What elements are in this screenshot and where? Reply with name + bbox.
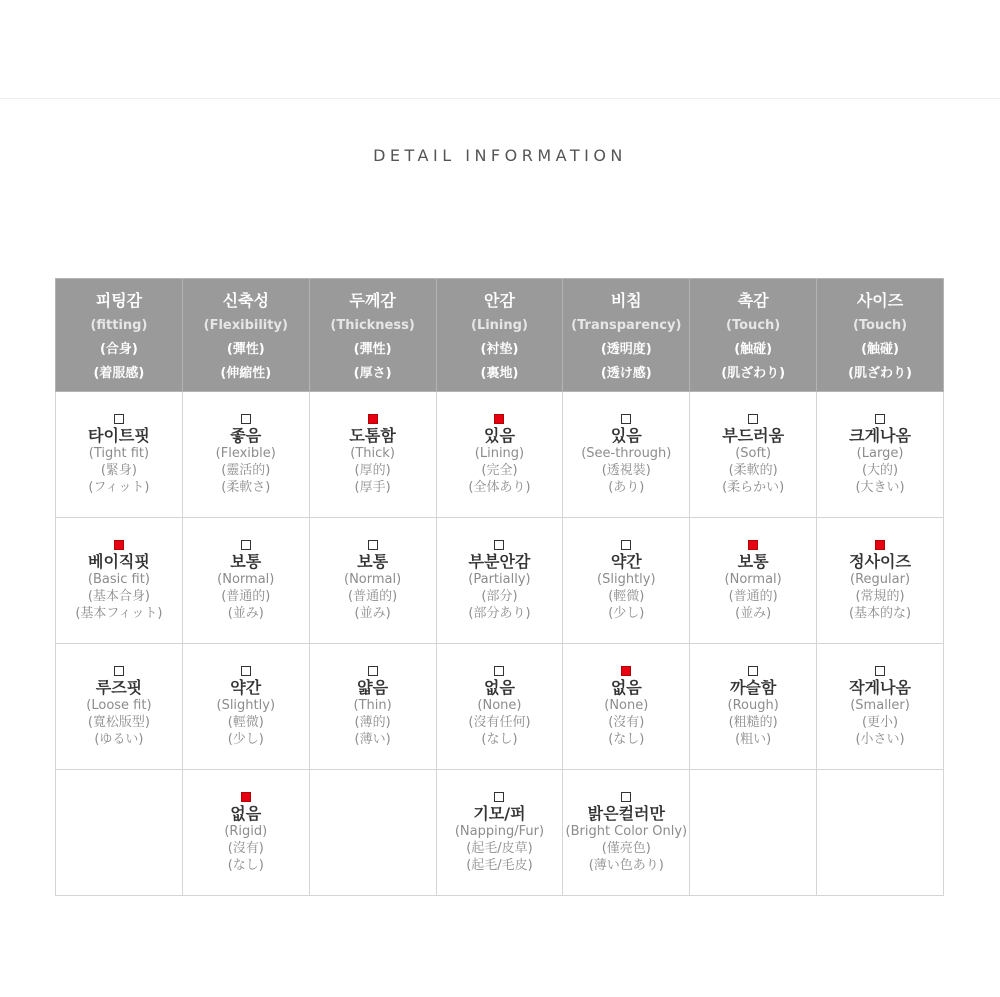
option-label-en: (Tight fit) <box>88 445 150 461</box>
option-label-ko: 보통 <box>230 551 262 571</box>
option-item <box>56 414 182 496</box>
option-label-jp: (全体あり) <box>468 479 531 495</box>
option-label-ko: 약간 <box>610 551 642 571</box>
option-cell <box>563 518 690 644</box>
option-label-jp: (なし) <box>481 731 518 747</box>
column-header <box>182 279 309 392</box>
column-title-en: (Transparency) <box>571 318 682 333</box>
option-label-cn: (普通的) <box>348 588 398 604</box>
option-item <box>183 792 309 874</box>
column-title-jp: (透け感) <box>600 366 652 381</box>
option-item <box>817 666 943 748</box>
option-item <box>690 414 816 496</box>
column-title-cn: (衬垫) <box>480 342 519 357</box>
option-item <box>183 414 309 496</box>
option-label-jp: (なし) <box>608 731 645 747</box>
option-cell <box>436 518 563 644</box>
table-row <box>56 392 944 518</box>
option-label-cn: (輕微) <box>227 714 264 730</box>
option-label-en: (Thin) <box>353 697 392 713</box>
option-item <box>310 540 436 622</box>
option-cell <box>563 644 690 770</box>
option-label-ko: 기모/퍼 <box>473 803 526 823</box>
option-label-cn: (靈活的) <box>221 462 271 478</box>
option-label-en: (Loose fit) <box>86 697 152 713</box>
option-item <box>183 666 309 748</box>
option-label-cn: (完全) <box>481 462 518 478</box>
option-cell <box>56 392 183 518</box>
option-label-ko: 부드러움 <box>722 425 785 445</box>
option-label-en: (Thick) <box>350 445 395 461</box>
option-item <box>563 414 689 496</box>
option-label-ko: 보통 <box>737 551 769 571</box>
option-label-cn: (沒有) <box>608 714 645 730</box>
checkbox-empty-icon <box>875 414 885 424</box>
option-label-ko: 베이직핏 <box>88 551 150 571</box>
column-title-cn: (彈性) <box>353 342 392 357</box>
option-label-en: (Slightly) <box>216 697 276 713</box>
checkbox-empty-icon <box>748 666 758 676</box>
option-cell <box>563 392 690 518</box>
option-label-cn: (大的) <box>861 462 899 478</box>
option-label-en: (Large) <box>856 445 904 461</box>
checkbox-checked-icon <box>114 540 124 550</box>
option-cell <box>690 644 817 770</box>
option-label-cn: (普通的) <box>221 588 271 604</box>
option-label-en: (Regular) <box>850 571 911 587</box>
option-label-cn: (寬松版型) <box>87 714 150 730</box>
option-label-cn: (緊身) <box>100 462 137 478</box>
option-item <box>437 414 563 496</box>
option-label-ko: 정사이즈 <box>849 551 911 571</box>
column-title-en: (fitting) <box>90 318 148 333</box>
option-cell <box>309 518 436 644</box>
option-item <box>563 792 689 874</box>
checkbox-empty-icon <box>368 666 378 676</box>
checkbox-checked-icon <box>875 540 885 550</box>
option-item <box>690 540 816 622</box>
checkbox-empty-icon <box>114 414 124 424</box>
checkbox-checked-icon <box>748 540 758 550</box>
option-label-ko: 없음 <box>610 677 642 697</box>
option-cell <box>436 644 563 770</box>
column-title-cn: (彈性) <box>226 342 265 357</box>
table-row <box>56 644 944 770</box>
option-label-jp: (大きい) <box>855 479 905 495</box>
option-label-cn: (起毛/皮草) <box>466 840 533 856</box>
option-cell <box>182 518 309 644</box>
option-cell <box>563 770 690 896</box>
option-label-en: (Normal) <box>344 571 402 587</box>
option-label-ko: 약간 <box>230 677 262 697</box>
option-label-ko: 작게나옴 <box>849 677 911 697</box>
option-label-en: (Slightly) <box>597 571 656 587</box>
option-label-jp: (厚手) <box>354 479 391 495</box>
option-item <box>817 414 943 496</box>
option-label-jp: (フィット) <box>88 479 150 495</box>
option-cell <box>690 518 817 644</box>
column-title-ko: 안감 <box>483 291 515 310</box>
option-cell <box>182 770 309 896</box>
option-label-ko: 까슬함 <box>729 677 777 697</box>
table-row <box>56 770 944 896</box>
option-cell <box>690 392 817 518</box>
checkbox-empty-icon <box>748 414 758 424</box>
option-label-jp: (少し) <box>608 605 645 621</box>
option-label-en: (See-through) <box>581 445 672 461</box>
column-title-en: (Thickness) <box>330 318 415 333</box>
option-label-en: (Soft) <box>735 445 772 461</box>
checkbox-empty-icon <box>241 414 251 424</box>
checkbox-empty-icon <box>494 792 504 802</box>
option-label-cn: (部分) <box>481 588 518 604</box>
option-label-cn: (更小) <box>861 714 899 730</box>
column-header <box>436 279 563 392</box>
option-item <box>310 414 436 496</box>
option-cell <box>436 392 563 518</box>
column-title-jp: (肌ざわり) <box>848 366 912 381</box>
option-item <box>56 666 182 748</box>
section-heading: DETAIL INFORMATION <box>373 146 627 165</box>
checkbox-empty-icon <box>494 666 504 676</box>
option-label-jp: (並み) <box>227 605 264 621</box>
option-label-jp: (薄い色あり) <box>588 857 664 873</box>
column-title-jp: (裏地) <box>480 366 519 381</box>
option-cell <box>182 644 309 770</box>
option-label-jp: (ゆるい) <box>94 731 144 747</box>
empty-cell <box>56 770 183 896</box>
column-title-cn: (合身) <box>99 342 138 357</box>
column-title-cn: (透明度) <box>600 342 652 357</box>
column-title-jp: (伸縮性) <box>220 366 272 381</box>
option-label-ko: 없음 <box>230 803 262 823</box>
column-title-en: (Lining) <box>471 318 528 333</box>
column-title-ko: 두께감 <box>349 291 396 310</box>
option-label-cn: (僅亮色) <box>601 840 651 856</box>
option-item <box>690 666 816 748</box>
checkbox-empty-icon <box>621 792 631 802</box>
option-label-cn: (沒有) <box>227 840 264 856</box>
option-label-en: (Normal) <box>724 571 782 587</box>
checkbox-empty-icon <box>241 540 251 550</box>
checkbox-empty-icon <box>241 666 251 676</box>
option-label-ko: 보통 <box>357 551 389 571</box>
column-title-ko: 비침 <box>610 291 642 310</box>
option-label-jp: (基本的な) <box>848 605 912 621</box>
option-item <box>437 792 563 874</box>
option-item <box>56 540 182 622</box>
checkbox-checked-icon <box>368 414 378 424</box>
option-label-cn: (基本合身) <box>87 588 150 604</box>
option-label-en: (Bright Color Only) <box>565 823 688 839</box>
option-label-jp: (薄い) <box>354 731 391 747</box>
option-item <box>563 666 689 748</box>
option-label-jp: (並み) <box>735 605 772 621</box>
option-cell <box>56 644 183 770</box>
option-label-cn: (常規的) <box>855 588 905 604</box>
option-cell <box>817 518 944 644</box>
option-label-en: (Flexible) <box>215 445 276 461</box>
checkbox-checked-icon <box>494 414 504 424</box>
option-item <box>437 666 563 748</box>
checkbox-empty-icon <box>621 414 631 424</box>
option-label-jp: (あり) <box>608 479 645 495</box>
detail-info-table <box>55 278 944 896</box>
option-label-ko: 없음 <box>483 677 515 697</box>
option-label-jp: (起毛/毛皮) <box>466 857 533 873</box>
column-title-en: (Flexibility) <box>203 318 288 333</box>
option-label-cn: (厚的) <box>354 462 391 478</box>
option-label-cn: (輕微) <box>608 588 645 604</box>
option-label-en: (None) <box>477 697 522 713</box>
option-label-ko: 타이트핏 <box>88 425 150 445</box>
column-title-ko: 신축성 <box>222 291 269 310</box>
option-label-jp: (なし) <box>227 857 264 873</box>
option-label-jp: (並み) <box>354 605 391 621</box>
option-label-ko: 밝은컬러만 <box>587 803 665 823</box>
checkbox-empty-icon <box>114 666 124 676</box>
checkbox-checked-icon <box>241 792 251 802</box>
column-header <box>563 279 690 392</box>
column-title-jp: (厚さ) <box>353 366 392 381</box>
column-title-ko: 촉감 <box>737 291 769 310</box>
option-label-jp: (小さい) <box>855 731 905 747</box>
option-cell <box>309 392 436 518</box>
option-label-ko: 있음 <box>483 425 515 445</box>
option-label-ko: 도톰함 <box>349 425 396 445</box>
option-cell <box>817 392 944 518</box>
checkbox-empty-icon <box>875 666 885 676</box>
option-item <box>817 540 943 622</box>
header-row <box>56 279 944 392</box>
column-header <box>817 279 944 392</box>
column-title-en: (Touch) <box>852 318 908 333</box>
option-label-jp: (柔らかい) <box>722 479 785 495</box>
column-header <box>690 279 817 392</box>
column-title-cn: (触碰) <box>734 342 773 357</box>
option-label-en: (Rough) <box>727 697 779 713</box>
empty-cell <box>309 770 436 896</box>
option-label-ko: 부분안감 <box>468 551 531 571</box>
option-label-en: (None) <box>604 697 649 713</box>
option-cell <box>56 518 183 644</box>
option-label-cn: (普通的) <box>728 588 778 604</box>
empty-cell <box>690 770 817 896</box>
checkbox-empty-icon <box>368 540 378 550</box>
option-item <box>310 666 436 748</box>
option-item <box>183 540 309 622</box>
column-header <box>56 279 183 392</box>
option-cell <box>309 644 436 770</box>
option-label-ko: 루즈핏 <box>95 677 143 697</box>
option-label-en: (Partially) <box>468 571 531 587</box>
top-divider <box>0 98 1000 99</box>
column-title-en: (Touch) <box>726 318 781 333</box>
option-item <box>437 540 563 622</box>
option-label-jp: (基本フィット) <box>75 605 163 621</box>
option-label-ko: 좋음 <box>230 425 262 445</box>
checkbox-empty-icon <box>494 540 504 550</box>
column-title-jp: (肌ざわり) <box>721 366 786 381</box>
option-label-ko: 있음 <box>610 425 642 445</box>
checkbox-checked-icon <box>621 666 631 676</box>
option-label-en: (Normal) <box>217 571 275 587</box>
option-label-cn: (粗糙的) <box>728 714 778 730</box>
option-cell <box>436 770 563 896</box>
option-label-en: (Rigid) <box>224 823 268 839</box>
empty-cell <box>817 770 944 896</box>
option-label-jp: (部分あり) <box>468 605 531 621</box>
option-cell <box>817 644 944 770</box>
option-label-ko: 크게나옴 <box>849 425 911 445</box>
column-title-ko: 피팅감 <box>95 291 143 310</box>
option-label-en: (Napping/Fur) <box>454 823 545 839</box>
option-label-cn: (薄的) <box>354 714 391 730</box>
option-label-jp: (柔軟さ) <box>221 479 271 495</box>
option-cell <box>182 392 309 518</box>
option-label-cn: (透視裝) <box>601 462 651 478</box>
column-header <box>309 279 436 392</box>
option-label-en: (Basic fit) <box>87 571 150 587</box>
option-label-jp: (粗い) <box>735 731 772 747</box>
table-row <box>56 518 944 644</box>
column-title-cn: (触碰) <box>861 342 899 357</box>
checkbox-empty-icon <box>621 540 631 550</box>
option-label-jp: (少し) <box>227 731 264 747</box>
column-title-ko: 사이즈 <box>856 291 904 310</box>
option-item <box>563 540 689 622</box>
option-label-en: (Smaller) <box>850 697 910 713</box>
option-label-en: (Lining) <box>474 445 525 461</box>
option-label-ko: 얇음 <box>357 677 389 697</box>
column-title-jp: (着服感) <box>93 366 145 381</box>
option-label-cn: (柔軟的) <box>728 462 778 478</box>
option-label-cn: (沒有任何) <box>468 714 531 730</box>
